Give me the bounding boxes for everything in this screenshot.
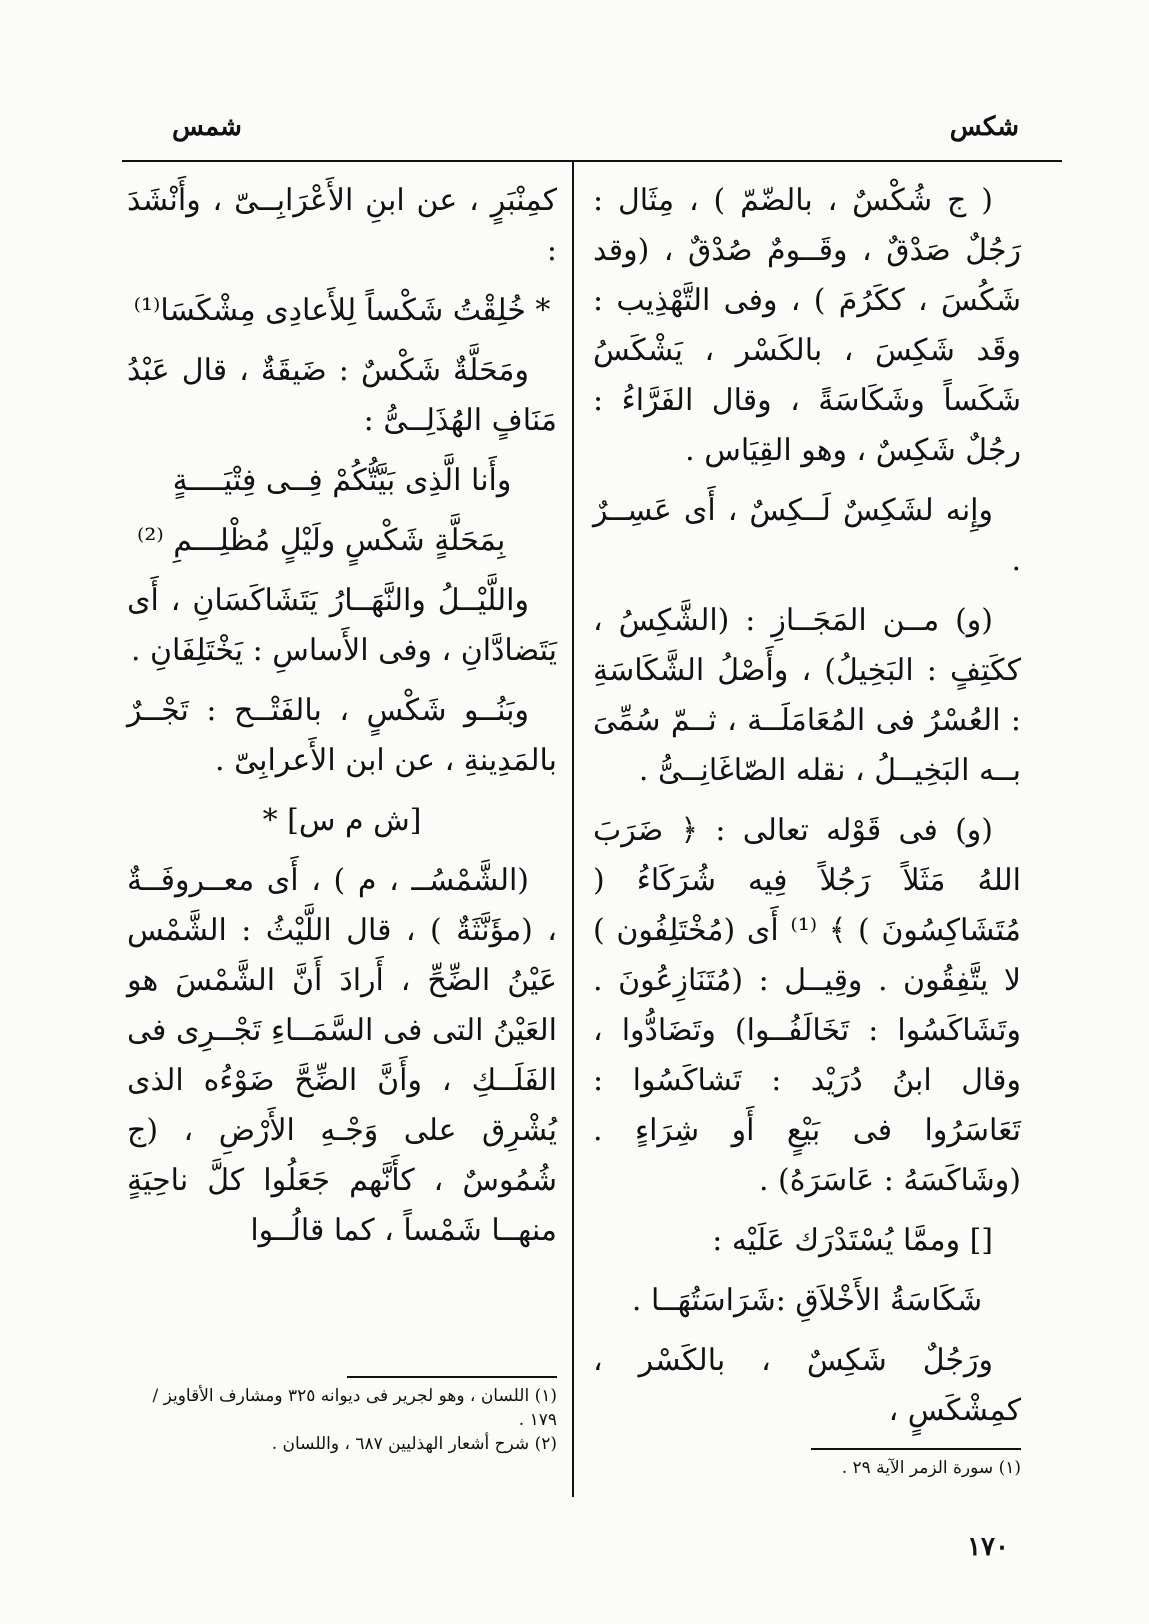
column-divider bbox=[572, 162, 574, 1497]
right-footnotes bbox=[593, 1440, 1021, 1480]
paragraph: كمِنْبَرٍ ، عن ابنِ الأَعْرَابِــىّ ، وأَنْشَدَ : bbox=[127, 183, 557, 268]
verse-line: وأَنا الَّذِى بَيَّتُّكُمْ فِــى فِتْيَــــةٍ bbox=[172, 463, 512, 498]
paragraph: [] وممَّا يُسْتَدْرَك عَلَيْه : bbox=[712, 1223, 993, 1258]
footnote-rule bbox=[347, 1376, 557, 1378]
paragraph: (و) فى قَوْله تعالى : ﴿ ضَرَبَ اللهُ مَثَلاً رَجُلاً فِيه شُرَكَاءُ ( مُتَشَاكِسُونَ ) ﴾ ⁽¹⁾ أَى (مُخْتَلِفُون ) لا يتَّفِقُون . وقِيــل : (مُتَنَازِعُونَ . وتَشَاكَسُوا : تَخَالَفُــوا) وتَضَادُّوا ، وقال ابنُ دُرَيْد : تَشاكَسُوا : تَعَاسَرُوا فى بَيْعٍ أَو شِرَاءٍ . (وشَاكَسَهُ : عَاسَرَهُ) . bbox=[593, 813, 1021, 1198]
header-left-word: شمس bbox=[172, 112, 242, 142]
verse-line: بِمَحَلَّةٍ شَكْسٍ ولَيْلٍ مُظْلِـــمِ ⁽²⁾ bbox=[137, 523, 506, 558]
right-column bbox=[593, 176, 1021, 1446]
header-rule bbox=[122, 160, 1062, 162]
footnote: (١) سورة الزمر الآية ٢٩ . bbox=[841, 1458, 1021, 1478]
entry-heading: [ش م س] * bbox=[262, 803, 422, 838]
paragraph: وإِنه لشَكِسٌ لَــكِسٌ ، أَى عَسِــرٌ . bbox=[593, 493, 1021, 578]
paragraph: ومَحَلَّةٌ شَكْسٌ : ضَيقَةٌ ، قال عَبْدُ مَنَافٍ الهُذَلِــىُّ : bbox=[127, 353, 557, 438]
paragraph: واللَّيْــلُ والنَّهَــارُ يَتَشَاكَسَانِ ، أَى يَتَضادَّانِ ، وفى الأَساسِ : يَخْتَلِفَانِ . bbox=[127, 583, 557, 668]
footnote: (١) اللسان ، وهو لجرير فى ديوانه ٣٢٥ ومشارف الأقاويز / ١٧٩ . bbox=[152, 1386, 557, 1430]
header-right-word: شكس bbox=[949, 112, 1019, 142]
paragraph: ( ج شُكْسٌ ، بالضّمّ ) ، مِثَال : رَجُلٌ صَدْقٌ ، وقَــومٌ صُدْقٌ ، (وقد شَكُسَ ، ككَرُمَ ) ، وفى التَّهْذِيب : وقَد شَكِسَ ، بالكَسْر ، يَشْكَسُ شَكَساً وشَكَاسَةً ، وقال الفَرَّاءُ : رجُلٌ شَكِسٌ ، وهو القِيَاس . bbox=[593, 183, 1021, 468]
footnote: (٢) شرح أشعار الهذليين ٦٨٧ ، واللسان . bbox=[271, 1434, 557, 1454]
paragraph: (الشَّمْسُــ ، م ) ، أَى معــروفَــةٌ ، (مؤَنَّثَةٌ ) ، قال اللَّيْثُ : الشَّمْس عَيْنُ الضِّحِّ ، أَرادَ أَنَّ الشَّمْسَ هو العَيْنُ التى فى السَّمَــاءِ تَجْــرِى فى الفَلَــكِ ، وأَنَّ الضِّحَّ ضَوْءُه الذى يُشْرِق على وَجْـهِ الأَرْضِ ، (ج شُمُوسٌ ، كأَنَّهم جَعَلُوا كلَّ ناحِيَةٍ منهــا شَمْساً ، كما قالُــوا bbox=[127, 863, 557, 1248]
footnote-rule bbox=[811, 1448, 1021, 1450]
page-number: ١٧٠ bbox=[967, 1532, 1009, 1562]
verse-line: * خُلِقْتُ شَكْساً لِلأَعادِى مِشْكَسَا⁽¹⁾ bbox=[133, 293, 551, 328]
left-column bbox=[127, 176, 557, 1266]
paragraph: شَكَاسَةُ الأَخْلاَقِ :شَرَاسَتُهَــا . bbox=[631, 1283, 983, 1318]
left-footnotes bbox=[127, 1368, 557, 1456]
paragraph: ورَجُلٌ شَكِسٌ ، بالكَسْر ، كمِشْكَسٍ ، bbox=[593, 1343, 1021, 1428]
paragraph: (و) مــن المَجَــازِ : (الشَّكِسُ ، ككَتِفٍ : البَخِيلُ) ، وأَصْلُ الشَّكَاسَةِ : العُسْرُ فى المُعَامَلَــة ، ثــمّ سُمِّىَ بــه البَخِيــلُ ، نقله الصّاغَانِــىُّ . bbox=[593, 603, 1021, 788]
paragraph: وبَنُــو شَكْسٍ ، بالفَتْــح : تَجْــرٌ بالمَدِينةِ ، عن ابن الأَعرابِىّ . bbox=[127, 693, 557, 778]
